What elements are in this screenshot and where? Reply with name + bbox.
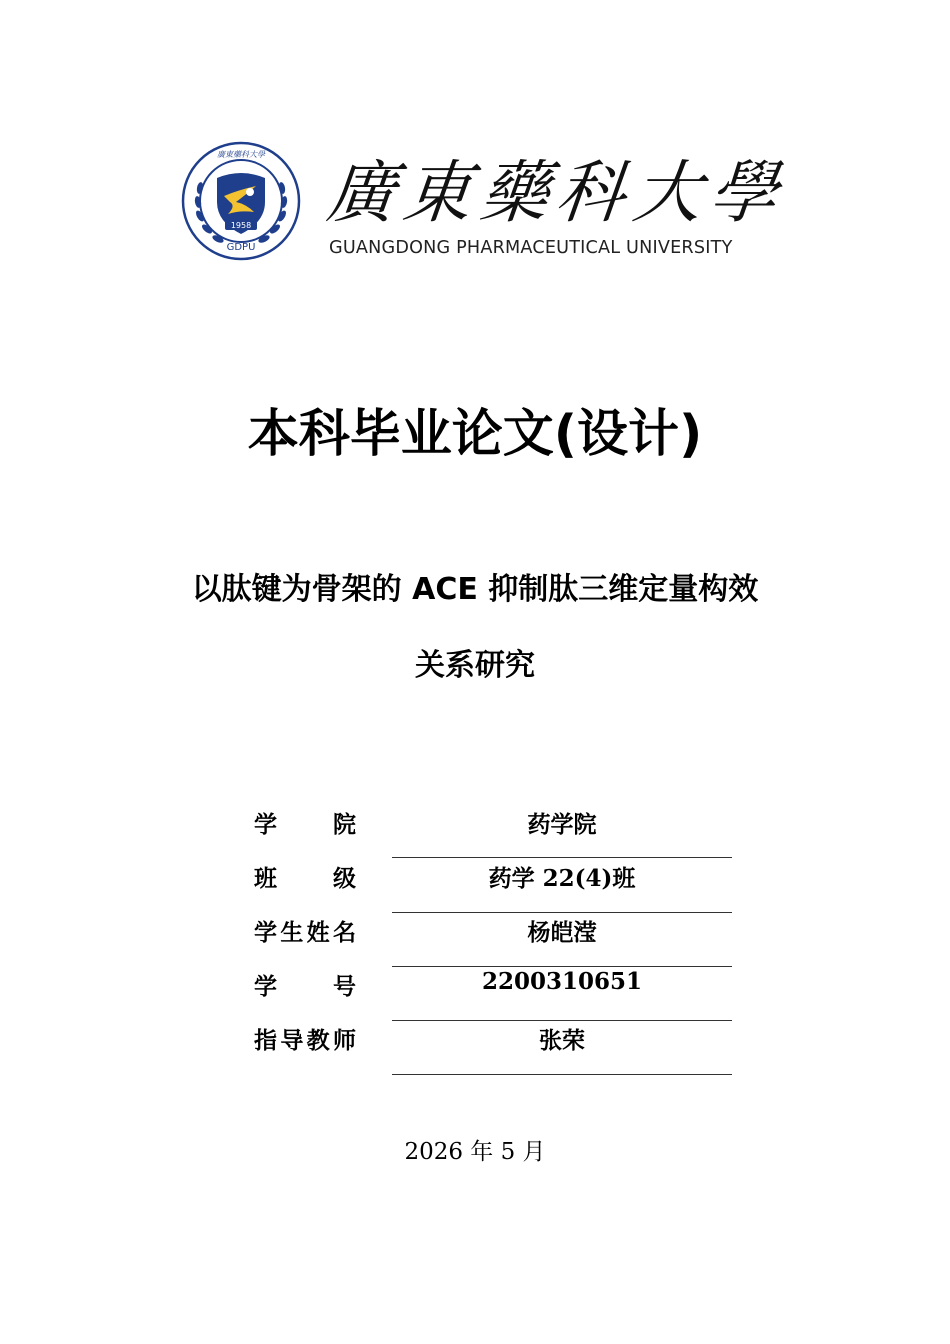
info-label-char: 学 — [254, 974, 277, 1000]
info-label-char: 指 — [254, 1028, 277, 1054]
info-label — [254, 914, 356, 947]
thesis-title-line-2: 关系研究 — [415, 648, 535, 683]
info-row-class — [254, 860, 734, 896]
underline — [392, 1074, 732, 1075]
info-row-college — [254, 806, 734, 842]
info-label-char: 导 — [280, 1028, 304, 1054]
university-name-cn — [323, 144, 782, 233]
info-value: 2200310651 — [481, 968, 643, 995]
info-label-char: 生 — [280, 920, 304, 946]
info-label-char: 号 — [333, 974, 356, 1000]
emblem-year: 1958 — [230, 221, 252, 230]
info-value: 张荣 — [539, 1027, 585, 1054]
info-label-char: 院 — [333, 812, 356, 838]
university-name-char: 廣 — [323, 153, 400, 233]
underline — [392, 1020, 732, 1021]
info-row-student-id — [254, 968, 734, 1004]
university-name-en: GUANGDONG PHARMACEUTICAL UNIVERSITY — [329, 238, 733, 258]
info-label — [254, 806, 356, 839]
info-label-char: 名 — [332, 920, 356, 946]
info-value: 药学院 — [527, 811, 597, 838]
info-label — [254, 860, 356, 893]
info-value: 杨皑滢 — [527, 919, 597, 946]
underline — [392, 912, 732, 913]
university-name-char: 東 — [399, 153, 476, 233]
university-name-char: 藥 — [475, 153, 553, 233]
info-label-char: 学 — [254, 920, 277, 946]
underline — [392, 966, 732, 967]
university-name-char: 學 — [705, 153, 782, 233]
info-label-char: 师 — [332, 1028, 356, 1054]
emblem-abbr: GDPU — [226, 242, 256, 253]
info-row-student-name — [254, 914, 734, 950]
info-label-char: 班 — [254, 866, 277, 892]
university-emblem-icon — [180, 140, 302, 262]
university-name-char: 大 — [628, 153, 706, 233]
info-row-advisor — [254, 1022, 734, 1058]
emblem-ring-text: 廣東藥科大學 — [217, 150, 265, 159]
info-label-char: 级 — [333, 866, 356, 892]
info-label-char: 学 — [254, 812, 277, 838]
university-name-char: 科 — [552, 153, 629, 233]
info-label — [254, 968, 356, 1001]
info-label-char: 教 — [306, 1028, 330, 1054]
submission-date: 2026 年 5 月 — [404, 1139, 546, 1165]
info-label — [254, 1022, 356, 1055]
document-title: 本科毕业论文(设计) — [247, 405, 703, 464]
info-value: 药学 22(4)班 — [488, 865, 636, 892]
university-logo-block — [180, 140, 780, 265]
thesis-title-line-1: 以肽键为骨架的 ACE 抑制肽三维定量构效 — [191, 572, 759, 607]
info-label-char: 姓 — [306, 920, 330, 946]
underline — [392, 857, 732, 858]
